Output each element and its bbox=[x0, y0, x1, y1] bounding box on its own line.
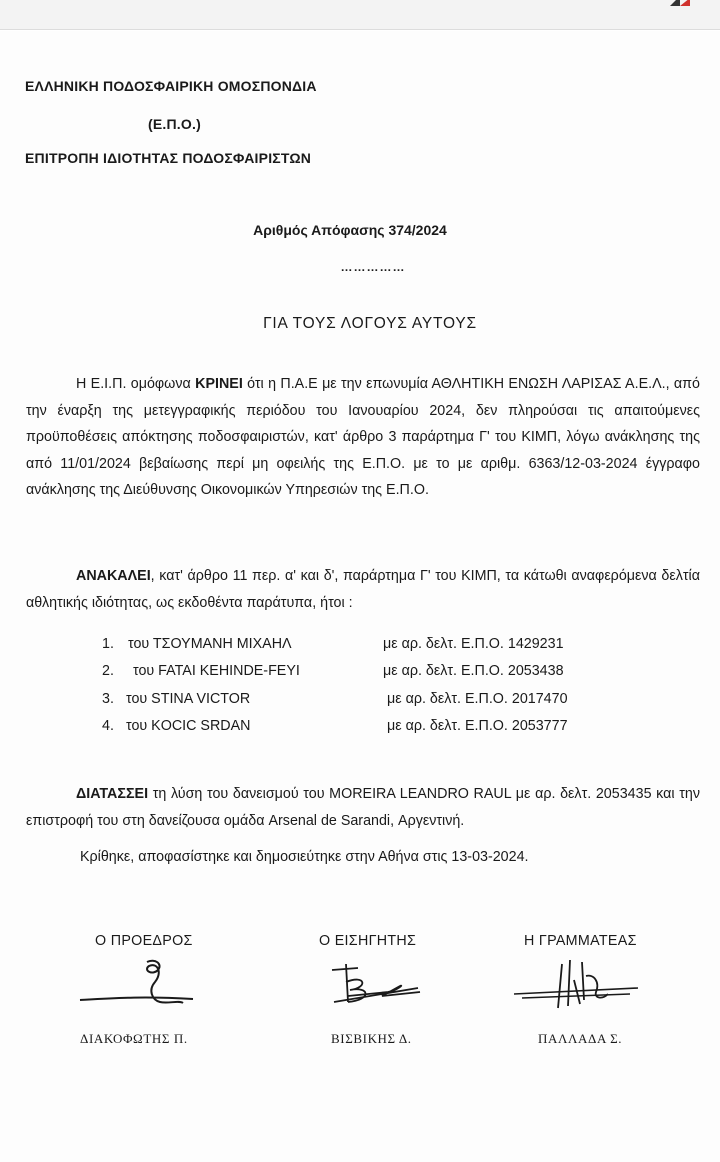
item-number: 3. bbox=[102, 691, 114, 707]
decision-number: Αριθμός Απόφασης 374/2024 bbox=[253, 222, 447, 238]
player-name: του STINA VICTOR bbox=[126, 691, 251, 707]
revocation-paragraph bbox=[26, 563, 700, 616]
para1-text: ότι η Π.Α.Ε με την επωνυμία ΑΘΛΗΤΙΚΗ ΕΝΩΣΗ ΛΑΡΙΣΑΣ Α.Ε.Λ., από την έναρξη της μετεγγραφικής περιόδου του Ιανουαρίου 2024, δεν πληρούσαι τις απαιτούμενες προϋποθέσεις απόκτησης ποδοσφαιριστών, κατ' άρθρο 3 παράρτημα Γ' του ΚΙΜΠ, λόγω ανάκλησης της από 11/01/2024 βεβαίωσης περί μη οφειλής της Ε.Π.Ο. με το με αριθμ. 6363/12-03-2024 έγγραφο ανάκλησης της Διεύθυνσης Οικονομικών Υπηρεσιών της Ε.Π.Ο. bbox=[26, 376, 700, 499]
revocation-keyword: ΑΝΑΚΑΛΕΙ bbox=[76, 568, 151, 584]
ruling-keyword: ΚΡΙΝΕΙ bbox=[195, 376, 243, 392]
item-number: 4. bbox=[102, 718, 114, 734]
reasons-heading: ΓΙΑ ΤΟΥΣ ΛΟΓΟΥΣ ΑΥΤΟΥΣ bbox=[263, 315, 477, 332]
player-name: του FATAI KEHINDE-FEYI bbox=[133, 663, 300, 679]
list-item bbox=[0, 663, 720, 687]
president-name: ΔΙΑΚΟΦΩΤΗΣ Π. bbox=[80, 1031, 188, 1046]
para3-text: τη λύση του δανεισμού του MOREIRA LEANDRO RAUL με αρ. δελτ. 2053435 και την επιστροφή του στη δανείζουσα ομάδα Arsenal de Sarandi, Αργεντινή. bbox=[26, 786, 700, 829]
para2-text: , κατ' άρθρο 11 περ. α' και δ', παράρτημα Γ' του ΚΙΜΠ, τα κάτωθι αναφερόμενα δελτία αθλητικής ιδιότητας, ως εκδοθέντα παράτυπα, ήτοι : bbox=[26, 568, 700, 611]
card-number: με αρ. δελτ. Ε.Π.Ο. 1429231 bbox=[383, 636, 564, 652]
item-number: 2. bbox=[102, 663, 114, 679]
status-bar bbox=[0, 0, 720, 30]
ruling-paragraph bbox=[26, 371, 700, 504]
card-number: με αρ. δελτ. Ε.Π.Ο. 2053777 bbox=[387, 718, 568, 734]
document-page bbox=[0, 31, 720, 1162]
president-signature bbox=[75, 956, 215, 1016]
item-number: 1. bbox=[102, 636, 114, 652]
para1-pre: Η Ε.Ι.Π. ομόφωνα bbox=[76, 376, 196, 392]
list-item bbox=[0, 718, 720, 742]
secretary-signature bbox=[510, 956, 650, 1016]
committee-name: ΕΠΙΤΡΟΠΗ ΙΔΙΟΤΗΤΑΣ ΠΟΔΟΣΦΑΙΡΙΣΤΩΝ bbox=[25, 150, 312, 166]
rapporteur-signature bbox=[320, 956, 430, 1016]
card-number: με αρ. δελτ. Ε.Π.Ο. 2053438 bbox=[383, 663, 564, 679]
divider bbox=[0, 29, 720, 30]
signal-icon bbox=[670, 0, 692, 6]
separator: …………… bbox=[340, 260, 406, 274]
order-keyword: ΔΙΑΤΑΣΣΕΙ bbox=[76, 786, 149, 802]
secretary-title: Η ΓΡΑΜΜΑΤΕΑΣ bbox=[524, 933, 637, 949]
rapporteur-title: Ο ΕΙΣΗΓΗΤΗΣ bbox=[319, 933, 417, 949]
list-item bbox=[0, 691, 720, 715]
rapporteur-name: ΒΙΣΒΙΚΗΣ Δ. bbox=[331, 1031, 412, 1046]
list-item bbox=[0, 636, 720, 660]
order-paragraph bbox=[26, 781, 700, 834]
secretary-name: ΠΑΛΛΑΔΑ Σ. bbox=[538, 1031, 623, 1046]
player-name: του KOCIC SRDAN bbox=[126, 718, 251, 734]
closing-statement: Κρίθηκε, αποφασίστηκε και δημοσιεύτηκε στην Αθήνα στις 13-03-2024. bbox=[80, 849, 529, 865]
player-name: του ΤΣΟΥΜΑΝΗ ΜΙΧΑΗΛ bbox=[128, 636, 292, 652]
card-number: με αρ. δελτ. Ε.Π.Ο. 2017470 bbox=[387, 691, 568, 707]
org-name: ΕΛΛΗΝΙΚΗ ΠΟΔΟΣΦΑΙΡΙΚΗ ΟΜΟΣΠΟΝΔΙΑ bbox=[25, 78, 317, 94]
president-title: Ο ΠΡΟΕΔΡΟΣ bbox=[95, 933, 193, 949]
org-abbreviation: (Ε.Π.Ο.) bbox=[148, 116, 201, 132]
